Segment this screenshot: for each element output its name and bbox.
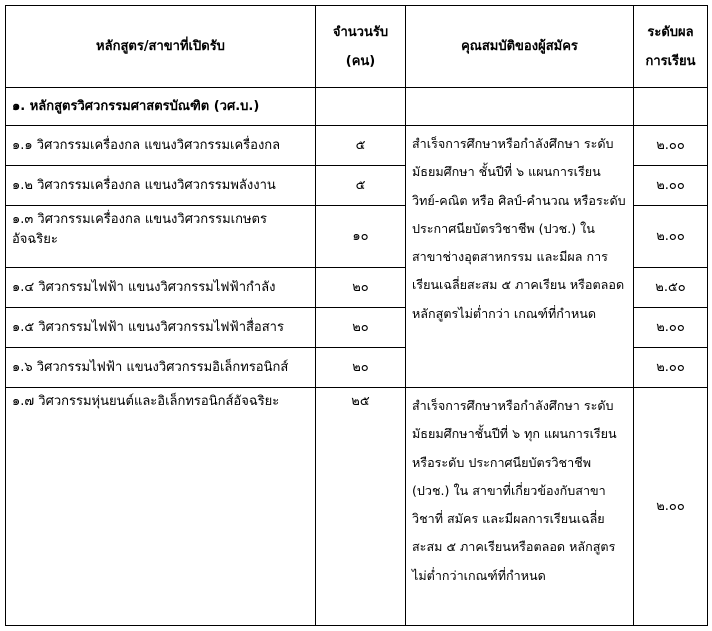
section-empty-qual — [406, 88, 634, 126]
table-row-gpa: ๒.๐๐ — [634, 166, 708, 206]
table-row-program: ๑.๗ วิศวกรรมหุ่นยนต์และอิเล็กทรอนิกส์อัจฉริยะ — [6, 388, 316, 626]
qualification-group-2: สำเร็จการศึกษาหรือกำลังศึกษา ระดับมัธยมศึกษาชั้นปีที่ ๖ ทุก แผนการเรียน หรือระดับ ประกาศนียบัตรวิชาชีพ (ปวช.) ใน สาขาที่เกี่ยวข้องกับสาขาวิชาที่ สมัคร และมีผลการเรียนเฉลี่ย สะสม ๕ ภาคเรียนหรือตลอด หลักสูตรไม่ต่ำกว่าเกณฑ์ที่กำหนด — [406, 388, 634, 626]
header-gpa-line2: การเรียน — [645, 53, 696, 69]
table-row-program: ๑.๒ วิศวกรรมเครื่องกล แขนงวิศวกรรมพลังงาน — [6, 166, 316, 206]
table-row-count: ๑๐ — [316, 206, 406, 268]
header-gpa — [634, 6, 708, 88]
header-gpa-line1: ระดับผล — [647, 24, 694, 40]
table-row-gpa: ๒.๐๐ — [634, 348, 708, 388]
table-row-gpa: ๒.๕๐ — [634, 268, 708, 308]
header-program: หลักสูตร/สาขาที่เปิดรับ — [6, 6, 316, 88]
table-row-count: ๒๐ — [316, 348, 406, 388]
table-row-program: ๑.๑ วิศวกรรมเครื่องกล แขนงวิศวกรรมเครื่องกล — [6, 126, 316, 166]
table-row-gpa: ๒.๐๐ — [634, 126, 708, 166]
header-count-line2: (คน) — [345, 53, 376, 69]
table-row-count: ๒๐ — [316, 268, 406, 308]
admission-table — [5, 5, 708, 626]
header-qualification: คุณสมบัติของผู้สมัคร — [406, 6, 634, 88]
table-row-count: ๕ — [316, 166, 406, 206]
table-row-count: ๕ — [316, 126, 406, 166]
table-row-program: ๑.๔ วิศวกรรมไฟฟ้า แขนงวิศวกรรมไฟฟ้ากำลัง — [6, 268, 316, 308]
table-row-gpa: ๒.๐๐ — [634, 388, 708, 626]
header-count-line1: จำนวนรับ — [332, 24, 389, 40]
qualification-group-1: สำเร็จการศึกษาหรือกำลังศึกษา ระดับมัธยมศึกษา ชั้นปีที่ ๖ แผนการเรียนวิทย์-คณิต หรือ ศิลป์-คำนวณ หรือระดับ ประกาศนียบัตรวิชาชีพ (ปวช.) ใน สาขาช่างอุตสาหกรรม และมีผล การเรียนเฉลี่ยสะสม ๕ ภาคเรียน หรือตลอดหลักสูตรไม่ต่ำกว่า เกณฑ์ที่กำหนด — [406, 126, 634, 388]
section-empty-gpa — [634, 88, 708, 126]
table-row-program: ๑.๖ วิศวกรรมไฟฟ้า แขนงวิศวกรรมอิเล็กทรอนิกส์ — [6, 348, 316, 388]
table-row-gpa: ๒.๐๐ — [634, 308, 708, 348]
table-row-count: ๒๐ — [316, 308, 406, 348]
table-row-program: ๑.๕ วิศวกรรมไฟฟ้า แขนงวิศวกรรมไฟฟ้าสื่อสาร — [6, 308, 316, 348]
header-count — [316, 6, 406, 88]
section-title: ๑. หลักสูตรวิศวกรรมศาสตรบัณฑิต (วศ.บ.) — [6, 88, 316, 126]
table-row-gpa: ๒.๐๐ — [634, 206, 708, 268]
section-empty-count — [316, 88, 406, 126]
table-row-program: ๑.๓ วิศวกรรมเครื่องกล แขนงวิศวกรรมเกษตรอัจฉริยะ — [6, 206, 316, 268]
table-row-count: ๒๕ — [316, 388, 406, 626]
